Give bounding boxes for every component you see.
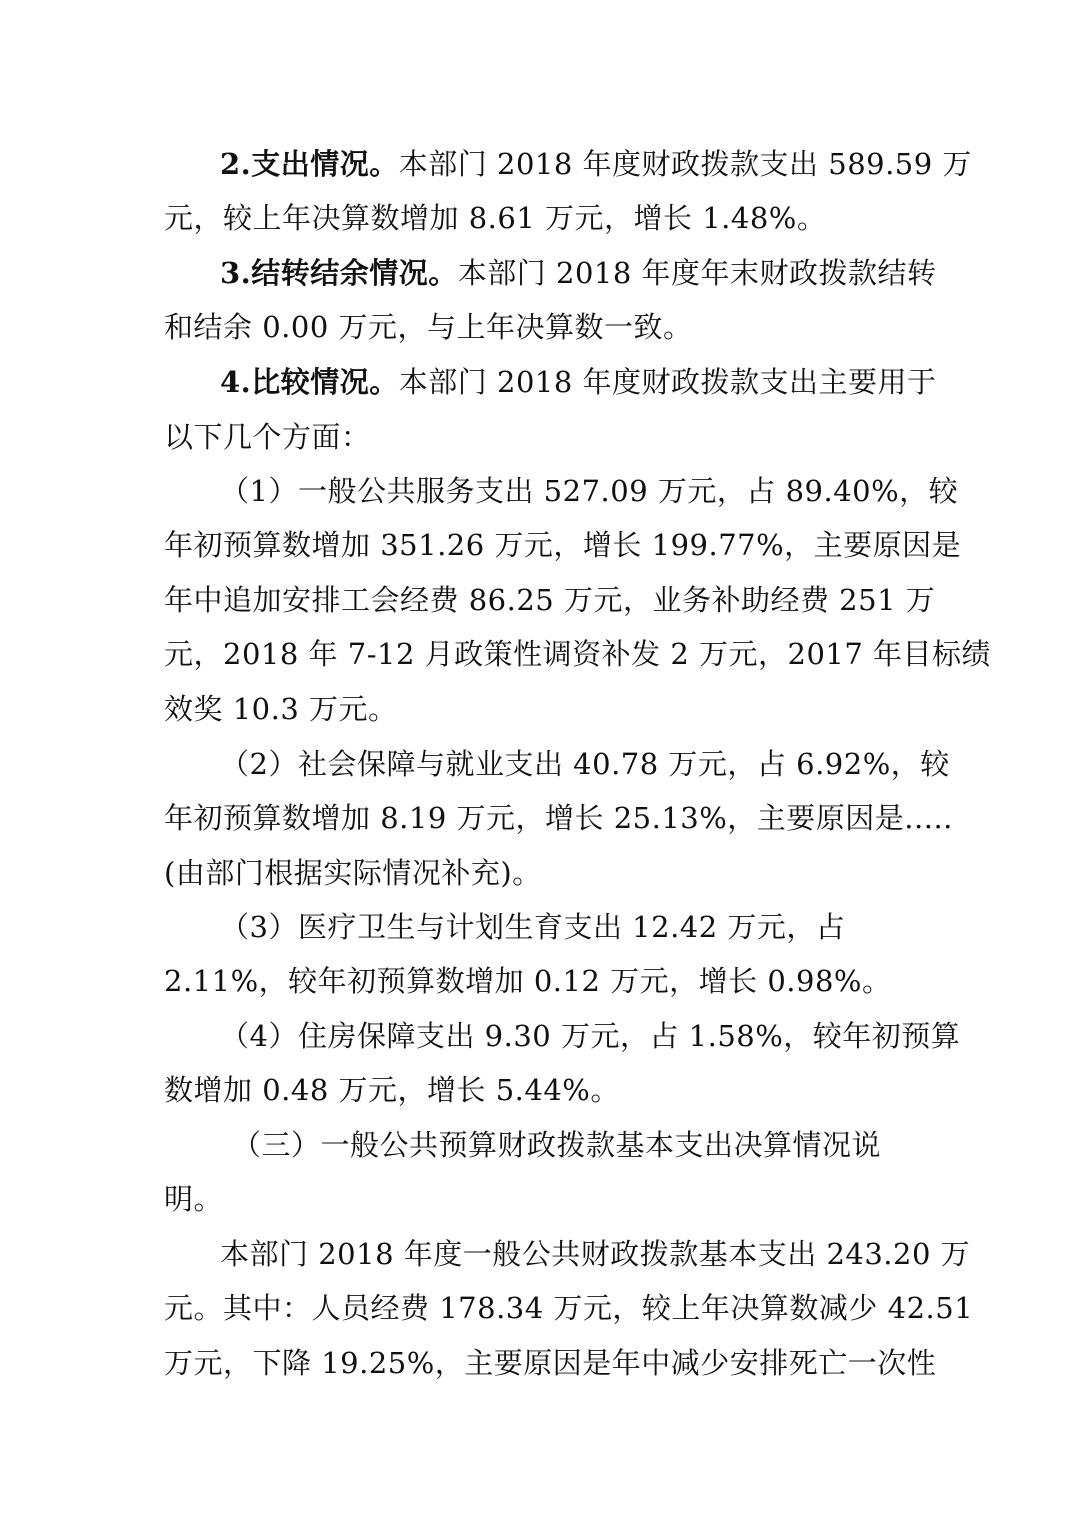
item-2-line-2: 年初预算数增加 8.19 万元，增长 25.13%，主要原因是..... [164, 801, 953, 835]
paragraph-comparison-lead: 4.比较情况。 [220, 365, 399, 399]
item-2-line-3: (由部门根据实际情况补充)。 [164, 856, 542, 890]
paragraph-carryover-lead: 3.结转结余情况。 [220, 256, 458, 290]
item-1-line-2: 年初预算数增加 351.26 万元，增长 199.77%，主要原因是 [164, 528, 962, 562]
paragraph-carryover-line-1 [220, 253, 937, 293]
basic-expenditure-line-1: 本部门 2018 年度一般公共财政拨款基本支出 243.20 万 [220, 1237, 971, 1271]
basic-expenditure-line-2: 元。其中：人员经费 178.34 万元，较上年决算数减少 42.51 [164, 1291, 974, 1325]
section-3-heading-line-1: （三）一般公共预算财政拨款基本支出决算情况说 [232, 1128, 882, 1162]
item-1-line-5: 效奖 10.3 万元。 [164, 692, 398, 726]
item-3-line-1: （3）医疗卫生与计划生育支出 12.42 万元，占 [220, 910, 846, 944]
paragraph-comparison-text-1: 本部门 2018 年度财政拨款支出主要用于 [398, 365, 937, 399]
paragraph-expenditure-lead: 2.支出情况。 [220, 147, 399, 181]
paragraph-carryover-text-1: 本部门 2018 年度年末财政拨款结转 [457, 256, 937, 290]
item-1-line-1: （1）一般公共服务支出 527.09 万元，占 89.40%，较 [220, 474, 959, 508]
item-1-line-3: 年中追加安排工会经费 86.25 万元，业务补助经费 251 万 [164, 583, 936, 617]
paragraph-expenditure-text-1: 本部门 2018 年度财政拨款支出 589.59 万 [398, 147, 972, 181]
item-4-line-1: （4）住房保障支出 9.30 万元，占 1.58%，较年初预算 [220, 1019, 961, 1053]
item-2-line-1: （2）社会保障与就业支出 40.78 万元，占 6.92%，较 [220, 747, 950, 781]
paragraph-comparison-line-2: 以下几个方面： [164, 420, 371, 454]
paragraph-comparison-line-1 [220, 362, 937, 402]
paragraph-expenditure-line-2: 元，较上年决算数增加 8.61 万元，增长 1.48%。 [164, 201, 827, 235]
basic-expenditure-line-3: 万元，下降 19.25%，主要原因是年中减少安排死亡一次性 [164, 1346, 937, 1380]
paragraph-expenditure-line-1 [220, 144, 972, 184]
item-3-line-2: 2.11%，较年初预算数增加 0.12 万元，增长 0.98%。 [164, 964, 892, 998]
paragraph-carryover-line-2: 和结余 0.00 万元，与上年决算数一致。 [164, 310, 693, 344]
section-3-heading-line-2: 明。 [164, 1182, 224, 1216]
item-4-line-2: 数增加 0.48 万元，增长 5.44%。 [164, 1073, 620, 1107]
item-1-line-4: 元，2018 年 7-12 月政策性调资补发 2 万元，2017 年目标绩 [164, 637, 992, 671]
